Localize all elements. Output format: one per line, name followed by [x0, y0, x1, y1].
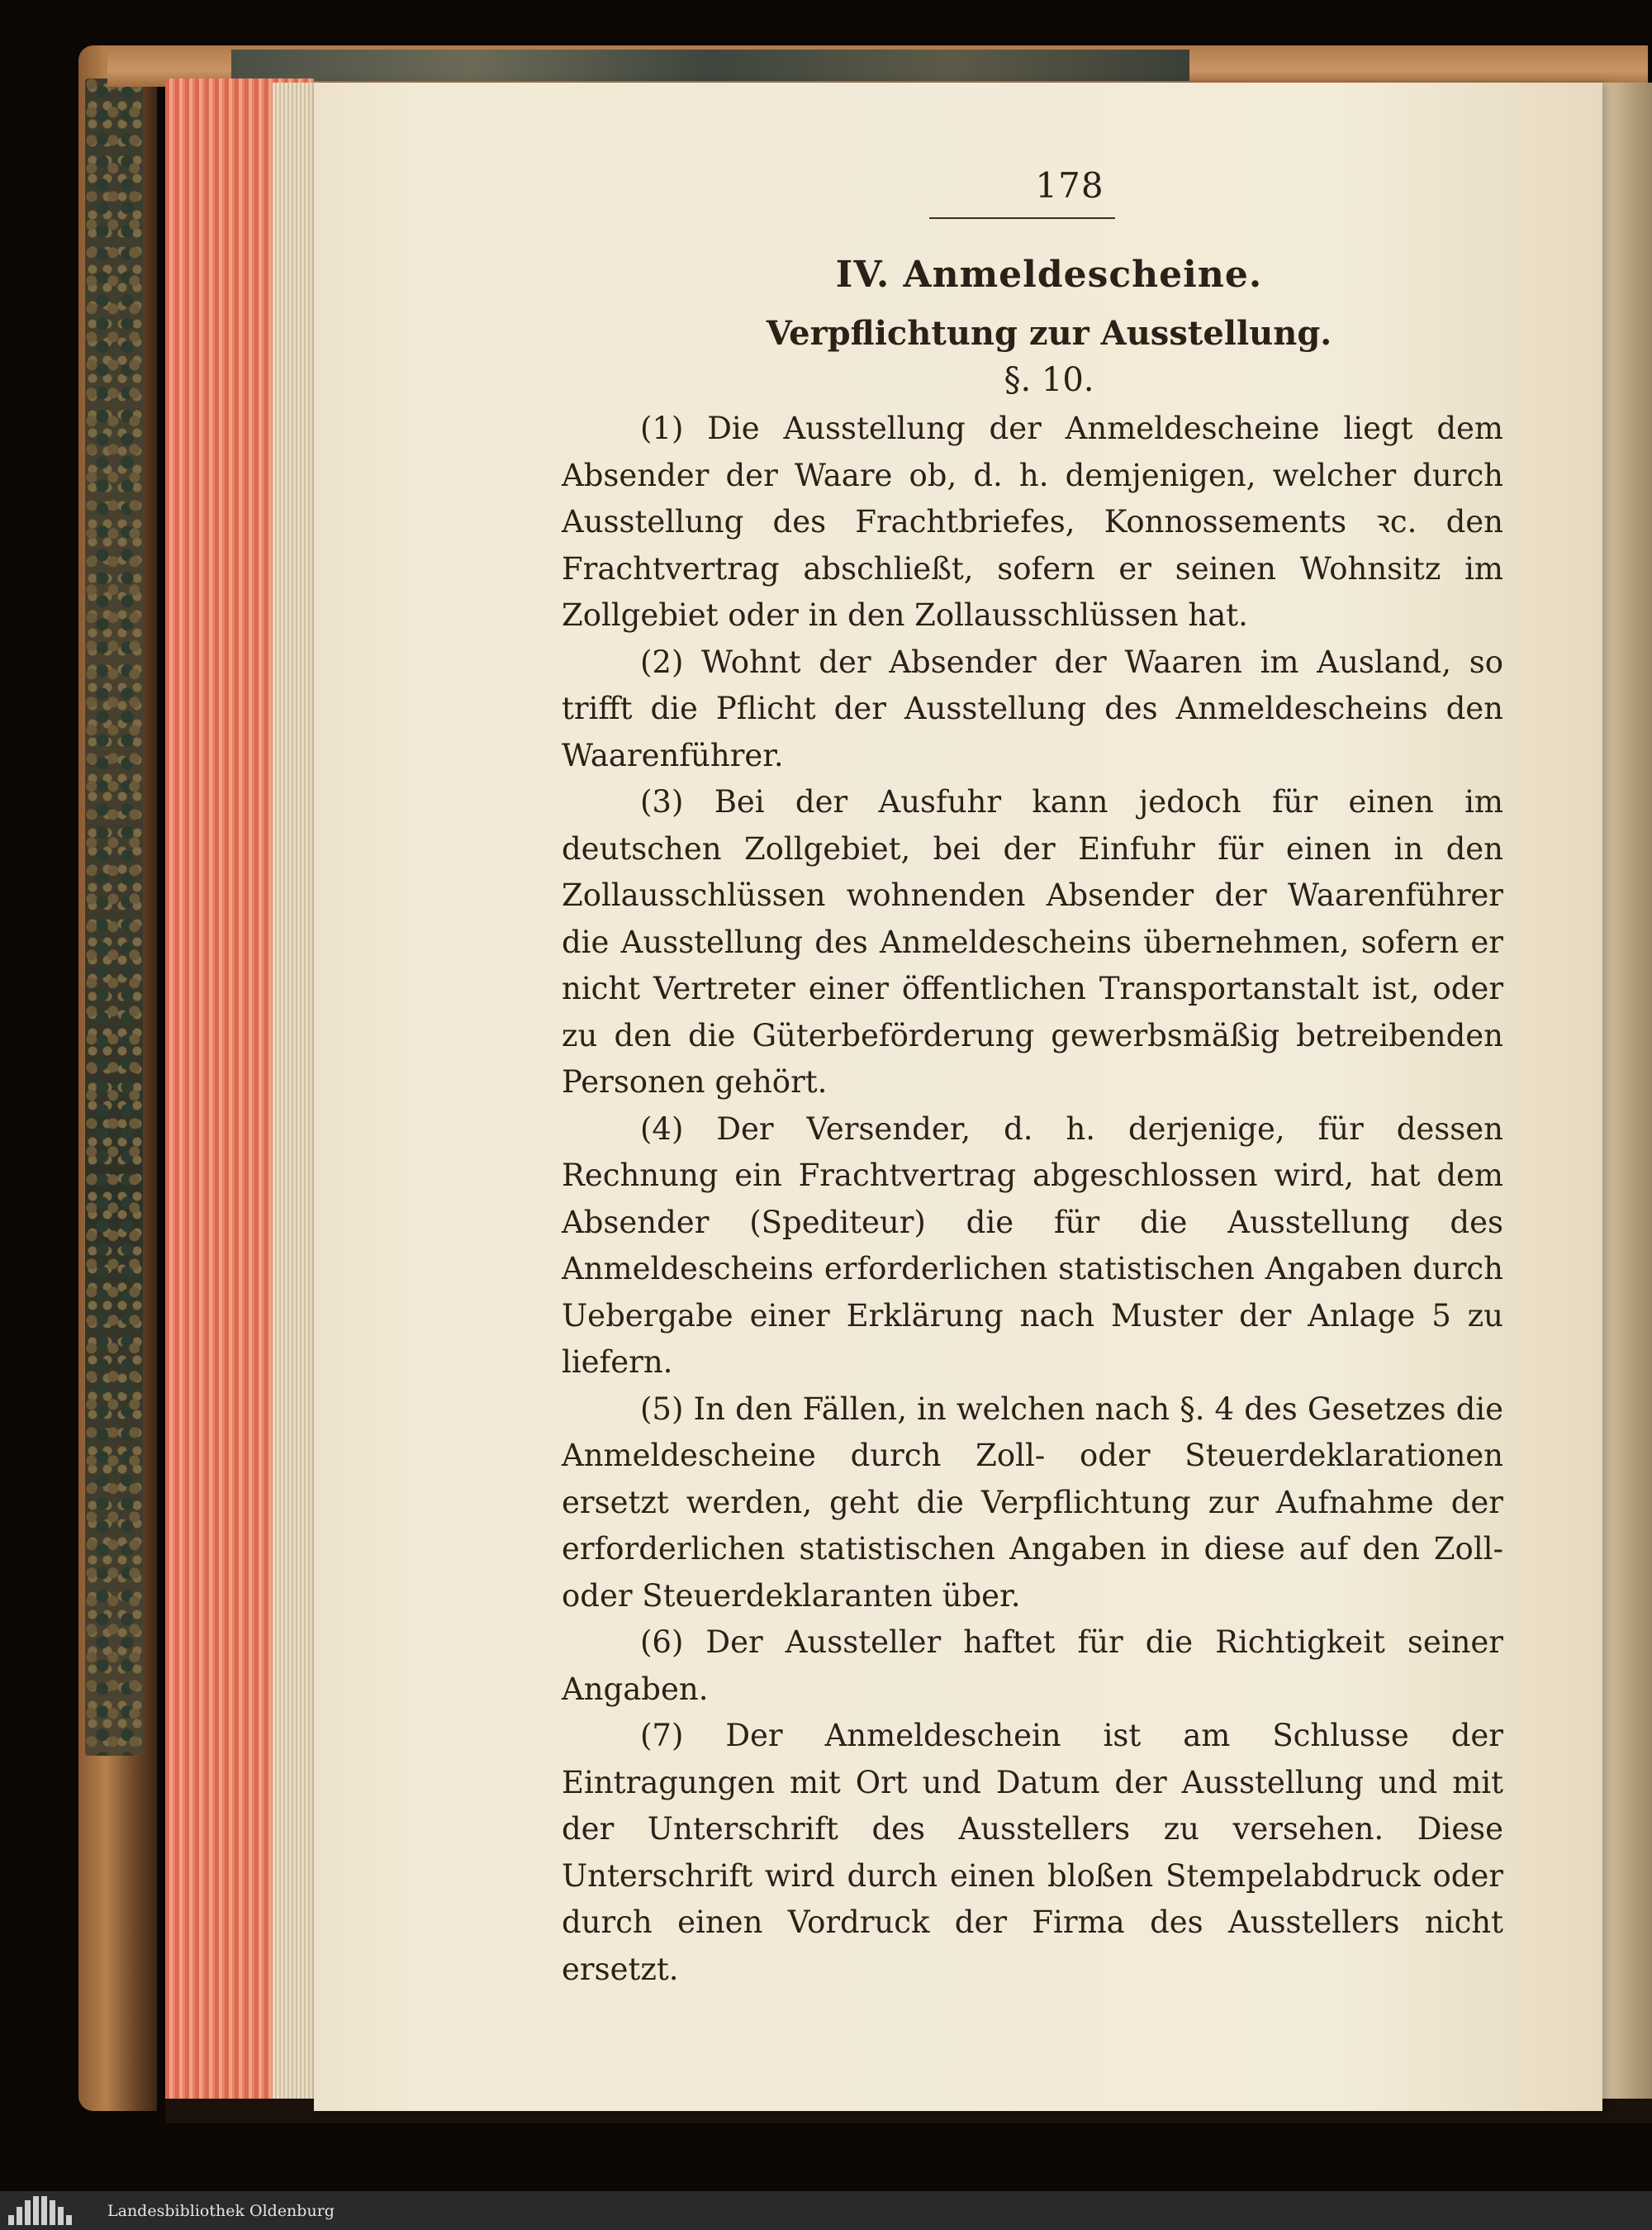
- paragraph-5: (5) In den Fällen, in welchen nach §. 4 des Gesetzes die Anmeldescheine durch Zoll- oder Steuerdeklarationen ersetzt werden, geht die Verpflichtung zur Aufnahme der erforderlichen statistischen Angaben in diese auf den Zoll- oder Steuerdeklaranten über.: [562, 1391, 1503, 1614]
- paragraph-1: (1) Die Ausstellung der Anmeldescheine liegt dem Absender der Waare ob, d. h. demjenigen, welcher durch Ausstellung des Frachtbriefes, Konnossements ꝛc. den Frachtvertrag abschließt, sofern er seinen Wohnsitz im Zollgebiet oder in den Zollausschlüssen hat.: [562, 411, 1503, 633]
- paragraph-2: (2) Wohnt der Absender der Waaren im Ausland, so trifft die Pflicht der Ausstellung des Anmeldescheins den Waarenführer.: [562, 644, 1503, 773]
- book-gutter: [1598, 83, 1652, 2111]
- paragraph-4: (4) Der Versender, d. h. derjenige, für dessen Rechnung ein Frachtvertrag abgeschlossen wird, hat dem Absender (Spediteur) die für die Ausstellung des Anmeldescheins erforderlichen statistischen Angaben durch Uebergabe einer Erklärung nach Muster der Anlage 5 zu liefern.: [562, 1110, 1503, 1380]
- library-name: Landesbibliothek Oldenburg: [107, 2201, 335, 2220]
- page-text-block: [562, 165, 1503, 1993]
- paragraph-3: (3) Bei der Ausfuhr kann jedoch für einen im deutschen Zollgebiet, bei der Einfuhr für einen in den Zollausschlüssen wohnenden Absender der Waarenführer die Ausstellung des Anmeldescheins übernehmen, sofern er nicht Vertreter einer öffentlichen Transportanstalt ist, oder zu den die Güterbeförderung gewerbsmäßig betreibenden Personen gehört.: [562, 784, 1503, 1100]
- page-number: 178: [1035, 165, 1104, 206]
- section-number: §. 10.: [1004, 361, 1094, 399]
- paragraph-6: (6) Der Aussteller haftet für die Richtigkeit seiner Angaben.: [562, 1624, 1503, 1707]
- marbled-top-strip: [231, 50, 1189, 81]
- marbled-cover-panel: [85, 78, 143, 1756]
- header-rule: [929, 217, 1115, 219]
- library-footer-bar: [0, 2191, 1652, 2230]
- chapter-heading: IV. Anmeldescheine.: [835, 254, 1263, 296]
- section-subheading: Verpflichtung zur Ausstellung.: [766, 314, 1332, 353]
- paragraph-7: (7) Der Anmeldeschein ist am Schlusse der Eintragungen mit Ort und Datum der Ausstellung und mit der Unterschrift des Ausstellers zu versehen. Diese Unterschrift wird durch einen bloßen Stempelabdruck oder durch einen Vordruck der Firma des Ausstellers nicht ersetzt.: [562, 1718, 1503, 1987]
- library-building-icon: [8, 2196, 91, 2225]
